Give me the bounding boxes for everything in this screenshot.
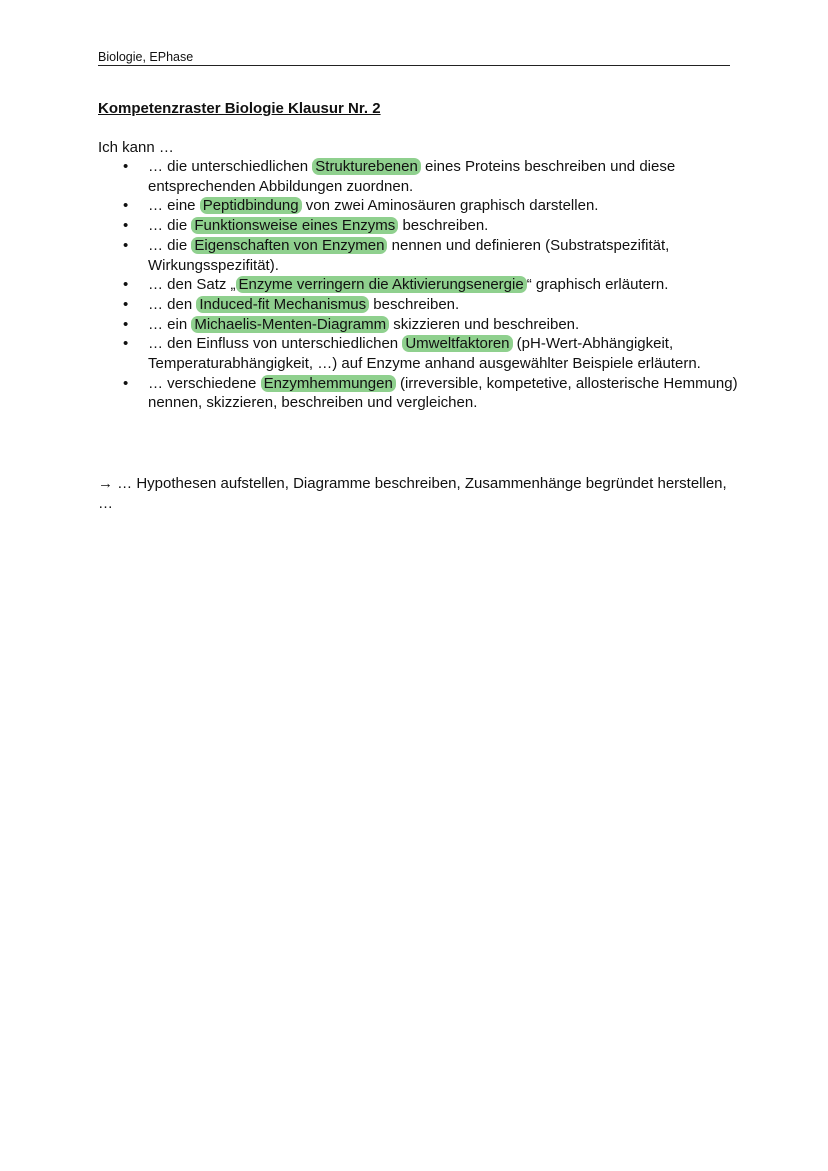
item-text-before: … ein — [148, 315, 192, 333]
item-text-before: … die — [148, 217, 192, 235]
highlighted-term: Enzymhemmungen — [261, 375, 396, 392]
item-text-before: … eine — [148, 197, 200, 215]
list-item — [98, 236, 738, 275]
list-item — [98, 157, 738, 196]
bullet: • — [123, 217, 129, 235]
item-text-before: … verschiedene — [148, 374, 261, 392]
item-text-before: … den — [148, 295, 197, 313]
document-title: Kompetenzraster Biologie Klausur Nr. 2 — [98, 100, 381, 117]
page-header — [98, 50, 730, 66]
item-text-after: eines Proteins beschreiben und diese entsprechenden Abbildungen zuordnen. — [148, 158, 676, 195]
list-item — [98, 295, 738, 315]
conclusion-text: → … Hypothesen aufstellen, Diagramme beschreiben, Zusammenhänge begründet herstellen, … — [98, 475, 727, 512]
bullet: • — [123, 276, 129, 294]
item-text-after: beschreiben. — [369, 295, 460, 313]
item-text-after: (pH-Wert-Abhängigkeit, Temperaturabhängigkeit, …) auf Enzyme anhand ausgewählter Beispiele erläutern. — [148, 335, 701, 373]
highlighted-term: Induced-fit Mechanismus — [196, 296, 369, 313]
highlighted-term: Strukturebenen — [312, 158, 421, 175]
list-item — [98, 374, 738, 413]
header-subject: Biologie, EPhase — [98, 50, 194, 64]
list-item — [98, 196, 738, 216]
bullet: • — [123, 295, 129, 313]
item-text-before: … die — [148, 236, 192, 254]
list-item — [98, 275, 738, 295]
bullet: • — [123, 315, 129, 333]
item-text-after: “ graphisch erläutern. — [526, 276, 669, 294]
bullet: • — [123, 374, 129, 392]
intro-text: Ich kann … — [98, 139, 174, 156]
highlighted-term: Umweltfaktoren — [402, 335, 512, 352]
item-text-after: beschreiben. — [398, 217, 489, 235]
list-item — [98, 334, 738, 373]
item-text-before: … die unterschiedlichen — [148, 158, 313, 175]
bullet: • — [123, 236, 129, 254]
highlighted-term: Michaelis-Menten-Diagramm — [191, 316, 389, 333]
item-text-after: (irreversible, kompetetive, allosterische Hemmung) nennen, skizzieren, beschreiben und vergleichen. — [148, 374, 738, 412]
highlighted-term: Enzyme verringern die Aktivierungsenergie — [236, 276, 527, 293]
list-item — [98, 216, 738, 236]
highlighted-term: Eigenschaften von Enzymen — [191, 237, 387, 254]
item-text-after: von zwei Aminosäuren graphisch darstellen. — [301, 197, 599, 215]
bullet: • — [123, 335, 129, 353]
bullet: • — [123, 158, 129, 175]
list-item — [98, 315, 738, 335]
highlighted-term: Peptidbindung — [200, 197, 302, 214]
highlighted-term: Funktionsweise eines Enzyms — [191, 217, 398, 234]
item-text-before: … den Satz „ — [148, 276, 236, 294]
competence-list — [98, 157, 738, 413]
item-text-before: … den Einfluss von unterschiedlichen — [148, 335, 403, 353]
item-text-after: nennen und definieren (Substratspezifität, Wirkungsspezifität). — [148, 236, 670, 274]
item-text-after: skizzieren und beschreiben. — [389, 315, 580, 333]
bullet: • — [123, 197, 129, 215]
